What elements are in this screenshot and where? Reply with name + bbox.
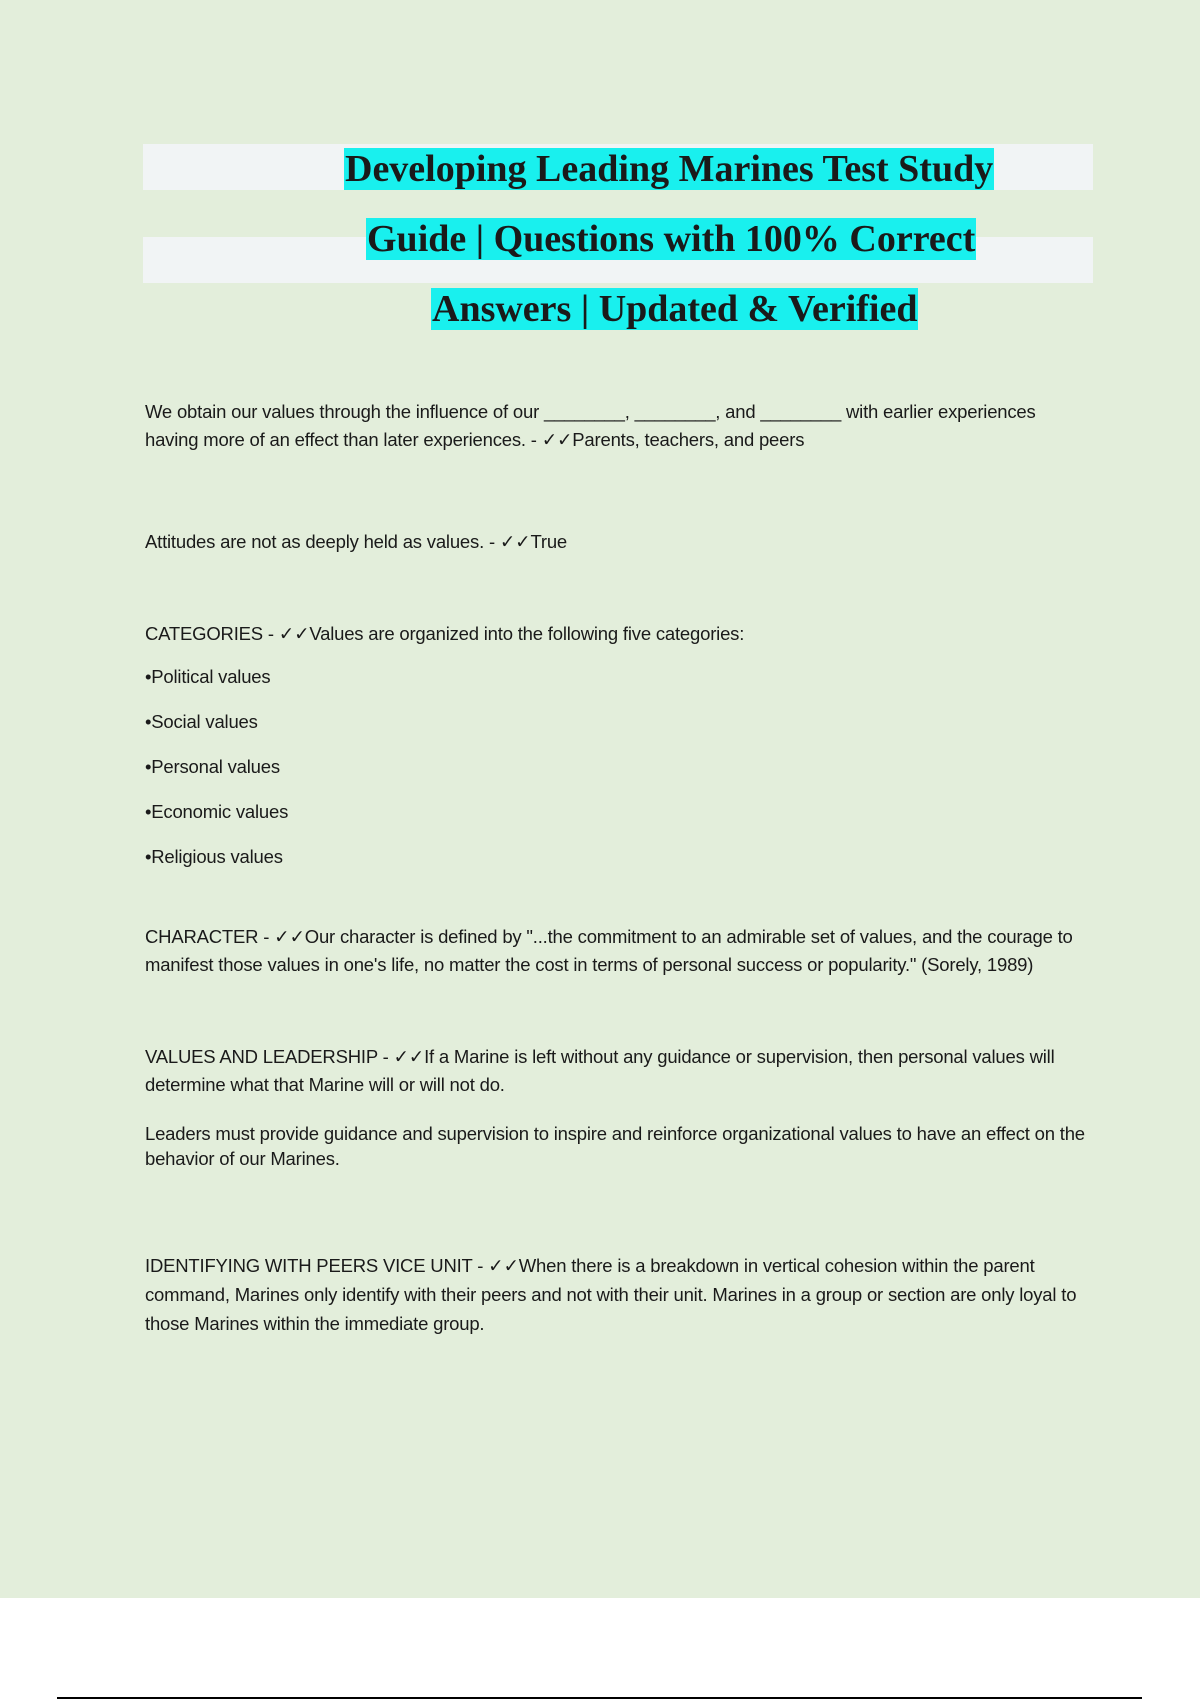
title-line-2: Guide | Questions with 100% Correct: [367, 218, 976, 260]
question-identifying-peers: IDENTIFYING WITH PEERS VICE UNIT - ✓✓When there is a breakdown in vertical cohesion within the parent command, Marines only identify with their peers and not with their unit. Marines in a group or section are only loyal to those Marines within the immediate group.: [145, 1255, 1077, 1334]
list-item: •Social values: [145, 711, 258, 732]
document-body: [145, 398, 1090, 1338]
question-character: CHARACTER - ✓✓Our character is defined by "...the commitment to an admirable set of values, and the courage to manifest those values in one's life, no matter the cost in terms of personal success or popularity." (Sorely, 1989): [145, 926, 1073, 975]
question-values-influence: We obtain our values through the influence of our ________, ________, and ________ with earlier experiences having more of an effect than later experiences. - ✓✓Parents, teachers, and peers: [145, 401, 1036, 450]
title-line-1: Developing Leading Marines Test Study: [345, 148, 994, 190]
question-attitudes: Attitudes are not as deeply held as values. - ✓✓True: [145, 531, 568, 552]
question-values-leadership: VALUES AND LEADERSHIP - ✓✓If a Marine is left without any guidance or supervision, then personal values will determine what that Marine will or will not do.: [145, 1046, 1055, 1095]
list-item: •Economic values: [145, 801, 289, 822]
list-item: •Political values: [145, 666, 271, 687]
list-item: •Personal values: [145, 756, 280, 777]
values-leadership-continued: Leaders must provide guidance and supervision to inspire and reinforce organizational values to have an effect on the behavior of our Marines.: [145, 1123, 1085, 1169]
title-line-3: Answers | Updated & Verified: [432, 288, 918, 330]
footer-divider: [57, 1697, 1142, 1699]
categories-list: [145, 663, 1090, 871]
list-item: •Religious values: [145, 846, 283, 867]
question-categories: CATEGORIES - ✓✓Values are organized into the following five categories:: [145, 623, 745, 644]
